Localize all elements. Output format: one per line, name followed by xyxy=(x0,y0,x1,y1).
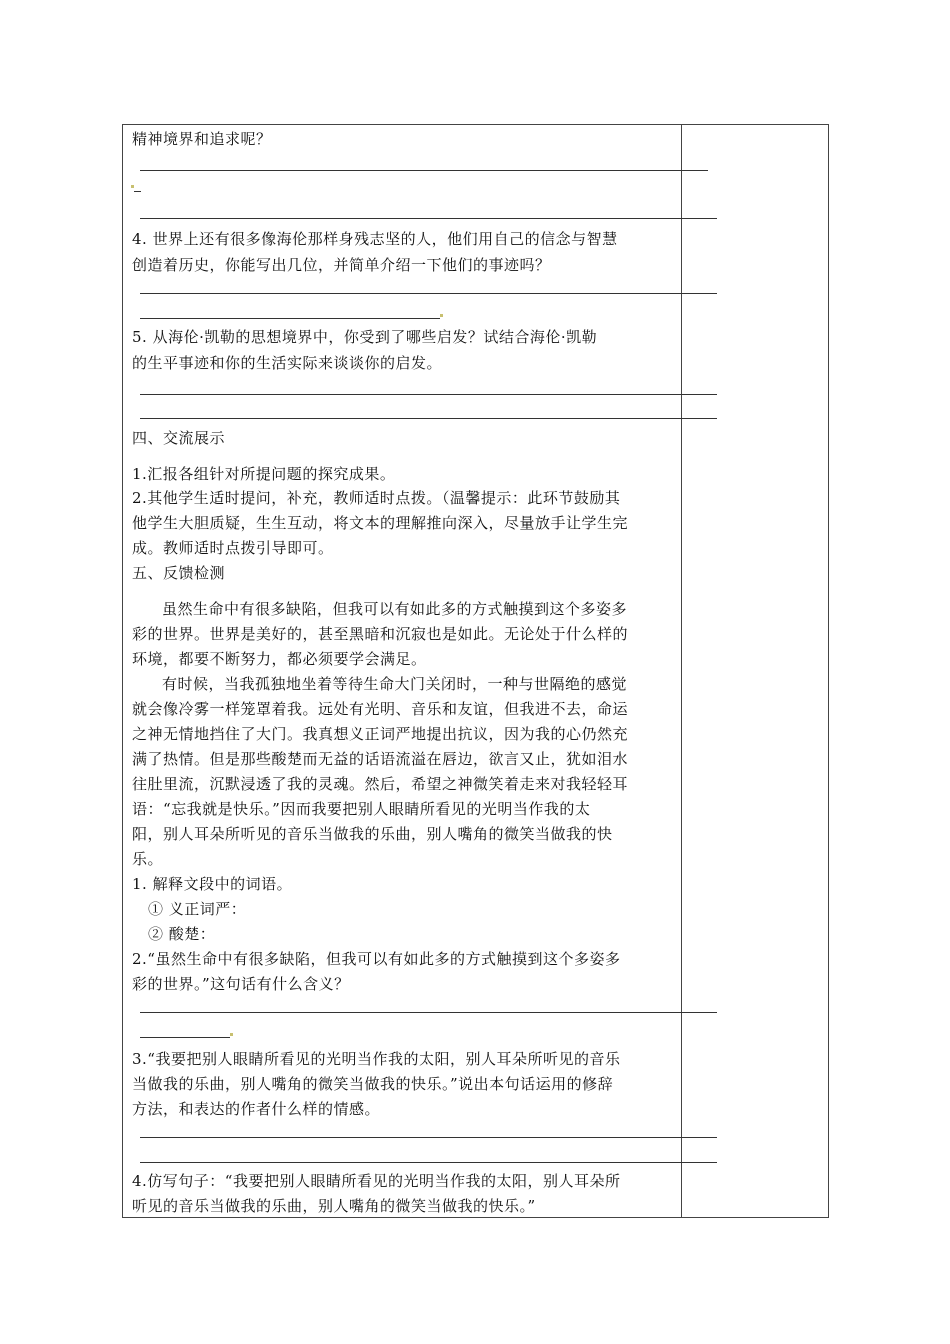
question-4-line-1: 4.仿写句子：“我要把别人眼睛所看见的光明当作我的太阳，别人耳朵所 xyxy=(132,1172,621,1190)
passage-p1-line-2: 彩的世界。世界是美好的，甚至黑暗和沉寂也是如此。无论处于什么样的 xyxy=(132,625,629,643)
marker-dot xyxy=(440,314,443,317)
marker-dot xyxy=(230,1033,233,1036)
answer-line xyxy=(140,293,717,294)
question-3-line-1: 3.“我要把别人眼睛所看见的光明当作我的太阳，别人耳朵所听见的音乐 xyxy=(132,1050,621,1068)
question-4-line-2: 听见的音乐当做我的乐曲，别人嘴角的微笑当做我的快乐。” xyxy=(132,1197,536,1215)
answer-line xyxy=(140,318,440,319)
passage-p2-line-3: 之神无情地挡住了大门。我真想义正词严地提出抗议，因为我的心仍然充 xyxy=(132,725,629,743)
question-1-a: ① 义正词严： xyxy=(148,900,247,918)
section-4-item-2-line-1: 2.其他学生适时提问，补充，教师适时点拨。（温馨提示：此环节鼓励其 xyxy=(132,489,621,507)
answer-line xyxy=(140,1162,717,1163)
section-4-item-2-line-3: 成。教师适时点拨引导即可。 xyxy=(132,539,334,557)
passage-p2-line-8: 乐。 xyxy=(132,850,164,868)
passage-p1-line-3: 环境，都要不断努力，都必须要学会满足。 xyxy=(132,650,427,668)
question-1-b: ② 酸楚： xyxy=(148,925,216,943)
question-2-line-2: 彩的世界。”这句话有什么含义？ xyxy=(132,975,350,993)
question-3-line-2: 当做我的乐曲，别人嘴角的微笑当做我的快乐。”说出本句话运用的修辞 xyxy=(132,1075,614,1093)
answer-line xyxy=(140,218,717,219)
column-divider xyxy=(681,124,682,1218)
q4-line-1: 4. 世界上还有很多像海伦那样身残志坚的人，他们用自己的信念与智慧 xyxy=(132,230,618,248)
passage-p2-line-6: 语：“忘我就是快乐。”因而我要把别人眼睛所看见的光明当作我的太 xyxy=(132,800,591,818)
question-2-line-1: 2.“虽然生命中有很多缺陷，但我可以有如此多的方式触摸到这个多姿多 xyxy=(132,950,621,968)
passage-p2-line-2: 就会像冷雾一样笼罩着我。远处有光明、音乐和友谊，但我进不去，命运 xyxy=(132,700,629,718)
answer-line xyxy=(140,394,717,395)
question-1: 1. 解释文段中的词语。 xyxy=(132,875,293,893)
passage-p1-line-1: 虽然生命中有很多缺陷，但我可以有如此多的方式触摸到这个多姿多 xyxy=(162,600,628,618)
passage-p2-line-4: 满了热情。但是那些酸楚而无益的话语流溢在唇边，欲言又止，犹如泪水 xyxy=(132,750,629,768)
q5-line-1: 5. 从海伦·凯勒的思想境界中，你受到了哪些启发？试结合海伦·凯勒 xyxy=(132,328,598,346)
section-5-heading: 五、反馈检测 xyxy=(132,564,226,582)
marker-dot xyxy=(131,185,134,188)
answer-line xyxy=(140,418,717,419)
section-4-heading: 四、交流展示 xyxy=(132,429,226,447)
passage-p2-line-7: 阳，别人耳朵所听见的音乐当做我的乐曲，别人嘴角的微笑当做我的快 xyxy=(132,825,613,843)
section-4-item-1: 1.汇报各组针对所提问题的探究成果。 xyxy=(132,465,396,483)
question-3-line-3: 方法，和表达的作者什么样的情感。 xyxy=(132,1100,381,1118)
q4-line-2: 创造着历史，你能写出几位，并简单介绍一下他们的事迹吗？ xyxy=(132,256,551,274)
answer-line xyxy=(140,1012,717,1013)
answer-line xyxy=(140,170,708,171)
answer-line xyxy=(140,1137,717,1138)
q5-line-2: 的生平事迹和你的生活实际来谈谈你的启发。 xyxy=(132,354,443,372)
passage-p2-line-5: 往肚里流，沉默浸透了我的灵魂。然后，希望之神微笑着走来对我轻轻耳 xyxy=(132,775,629,793)
answer-line xyxy=(140,1037,230,1038)
answer-line-short xyxy=(134,191,141,192)
section-4-item-2-line-2: 他学生大胆质疑，生生互动，将文本的理解推向深入，尽量放手让学生完 xyxy=(132,514,629,532)
passage-p2-line-1: 有时候，当我孤独地坐着等待生命大门关闭时，一种与世隔绝的感觉 xyxy=(162,675,628,693)
q3-tail-text: 精神境界和追求呢？ xyxy=(132,130,272,148)
